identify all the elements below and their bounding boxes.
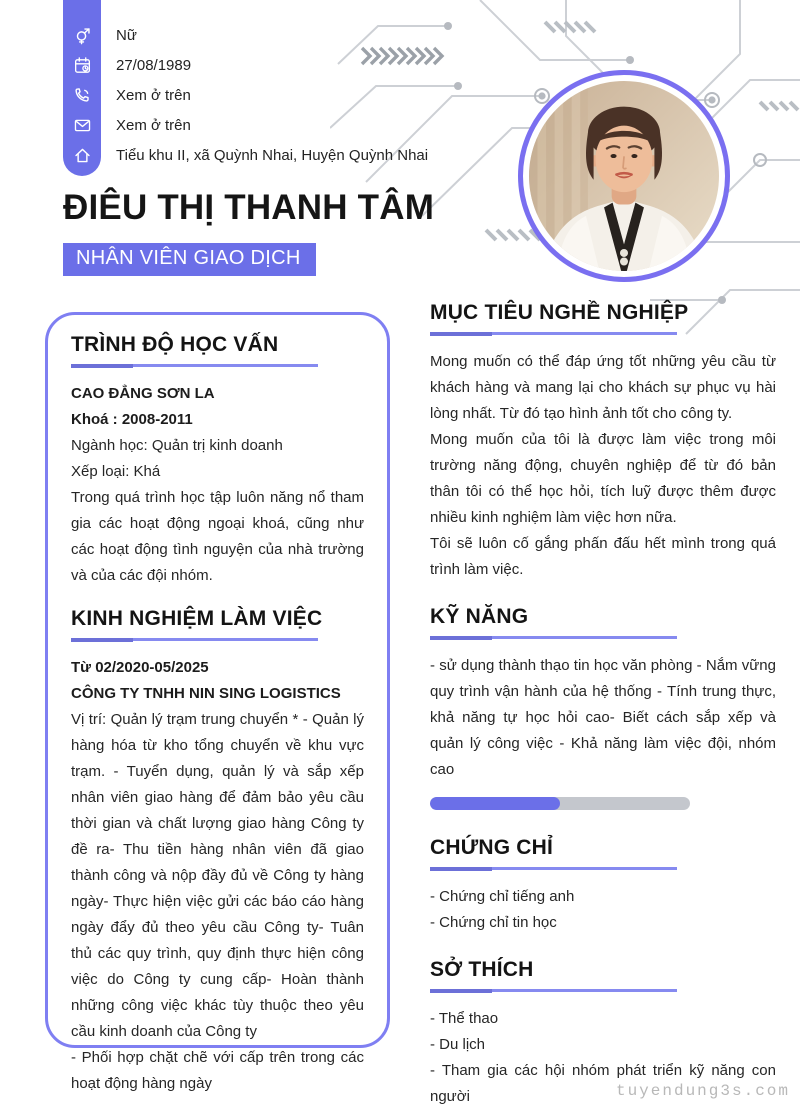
phone-value: Xem ở trên bbox=[116, 86, 191, 104]
skill-progress-fill bbox=[430, 797, 560, 810]
hobby-item: - Du lịch bbox=[430, 1036, 486, 1053]
job-title-badge: NHÂN VIÊN GIAO DỊCH bbox=[63, 243, 316, 276]
calendar-icon bbox=[63, 56, 101, 75]
contact-row-gender bbox=[63, 20, 428, 50]
birthday-value: 27/08/1989 bbox=[116, 56, 192, 74]
education-heading: TRÌNH ĐỘ HỌC VẤN bbox=[71, 333, 279, 356]
contact-list bbox=[63, 20, 428, 170]
site-watermark: tuyendung3s.com bbox=[615, 1082, 790, 1100]
heading-rule bbox=[430, 867, 677, 871]
heading-rule bbox=[430, 989, 677, 993]
experience-heading: KINH NGHIỆM LÀM VIỆC bbox=[71, 607, 323, 630]
profile-photo bbox=[529, 81, 719, 271]
skills-description: - sử dụng thành thạo tin học văn phòng - Nắm vững quy trình vận hành của hệ thống - Tính trung thực, khả năng tự học hỏi cao- Biết cách sắp xếp và quản lý công việc - Khả năng làm việc đội, nhóm cao bbox=[430, 657, 776, 778]
hobby-item: - Tham gia các hội nhóm phát triển kỹ năng con người bbox=[430, 1062, 776, 1105]
skills-heading: KỸ NĂNG bbox=[430, 605, 529, 628]
skills-section bbox=[430, 605, 776, 810]
experience-company: CÔNG TY TNHH NIN SING LOGISTICS bbox=[71, 685, 341, 702]
education-course: Khoá : 2008-2011 bbox=[71, 411, 193, 428]
certificates-section bbox=[430, 836, 776, 936]
heading-rule bbox=[430, 636, 677, 640]
hobbies-section bbox=[430, 958, 776, 1110]
hobby-item: - Thể thao bbox=[430, 1010, 499, 1027]
heading-rule bbox=[71, 638, 318, 642]
phone-icon bbox=[63, 86, 101, 105]
education-grade: Xếp loại: Khá bbox=[71, 463, 161, 480]
objective-paragraph: Tôi sẽ luôn cố gắng phấn đấu hết mình trong quá trình làm việc. bbox=[430, 535, 776, 578]
skill-progress-track bbox=[430, 797, 690, 810]
candidate-name: ĐIÊU THỊ THANH TÂM bbox=[63, 188, 435, 227]
education-section bbox=[71, 333, 364, 589]
home-icon bbox=[63, 146, 101, 165]
heading-rule bbox=[430, 332, 677, 336]
profile-photo-frame bbox=[518, 70, 730, 282]
certificate-item: - Chứng chỉ tiếng anh bbox=[430, 888, 575, 905]
right-column bbox=[430, 301, 776, 1110]
certificate-item: - Chứng chỉ tin học bbox=[430, 914, 557, 931]
objective-paragraph: Mong muốn có thể đáp ứng tốt những yêu cầu từ khách hàng và mang lại cho khách sự phục vụ hài lòng nhất. Từ đó tạo hình ảnh tốt cho công ty. bbox=[430, 353, 776, 422]
experience-description: Vị trí: Quản lý trạm trung chuyển * - Quản lý hàng hóa từ kho tổng chuyển về khu vực trạm. - Tuyển dụng, quản lý và sắp xếp nhân viên giao hàng để đảm bảo yêu cầu thời gian và chất lượng giao hàng Công ty đề ra- Thu tiền hàng nhân viên đã giao thành công và nộp đầy đủ về Công ty hàng ngày- Thực hiện việc gửi các báo cáo hàng ngày đẩy đủ theo yêu cầu Công ty- Tuân thủ các quy trình, quy định thực hiện công việc do Công ty cung cấp- Hoàn thành những công việc khác tùy thuộc theo yêu cầu kinh doanh của Công ty bbox=[71, 711, 364, 1040]
contact-row-phone bbox=[63, 80, 428, 110]
gender-value: Nữ bbox=[116, 26, 137, 44]
email-value: Xem ở trên bbox=[116, 116, 191, 134]
gender-icon bbox=[63, 26, 101, 45]
education-major: Ngành học: Quản trị kinh doanh bbox=[71, 437, 283, 454]
address-value: Tiểu khu II, xã Quỳnh Nhai, Huyện Quỳnh Nhai bbox=[116, 146, 429, 164]
certificates-heading: CHỨNG CHỈ bbox=[430, 836, 554, 859]
experience-extra: - Phối hợp chặt chẽ với cấp trên trong các hoạt động hàng ngày bbox=[71, 1049, 364, 1092]
heading-rule bbox=[71, 364, 318, 368]
education-school: CAO ĐẲNG SƠN LA bbox=[71, 385, 215, 402]
experience-period: Từ 02/2020-05/2025 bbox=[71, 659, 209, 676]
contact-row-address bbox=[63, 140, 428, 170]
objective-section bbox=[430, 301, 776, 583]
contact-row-birthday bbox=[63, 50, 428, 80]
experience-section bbox=[71, 607, 364, 1097]
objective-paragraph: Mong muốn của tôi là được làm việc trong môi trường năng động, chuyên nghiệp để từ đó bản thân tôi có thể học hỏi, tích luỹ được thêm được nhiều kinh nghiệm làm việc hơn nữa. bbox=[430, 431, 776, 526]
email-icon bbox=[63, 116, 101, 135]
left-column-box bbox=[45, 312, 390, 1092]
contact-row-email bbox=[63, 110, 428, 140]
education-description: Trong quá trình học tập luôn năng nổ tham gia các hoạt động ngoại khoá, cũng như các hoạt động tình nguyện của nhà trường và của các đội nhóm. bbox=[71, 489, 364, 584]
hobbies-heading: SỞ THÍCH bbox=[430, 958, 534, 981]
objective-heading: MỤC TIÊU NGHỀ NGHIỆP bbox=[430, 301, 689, 324]
